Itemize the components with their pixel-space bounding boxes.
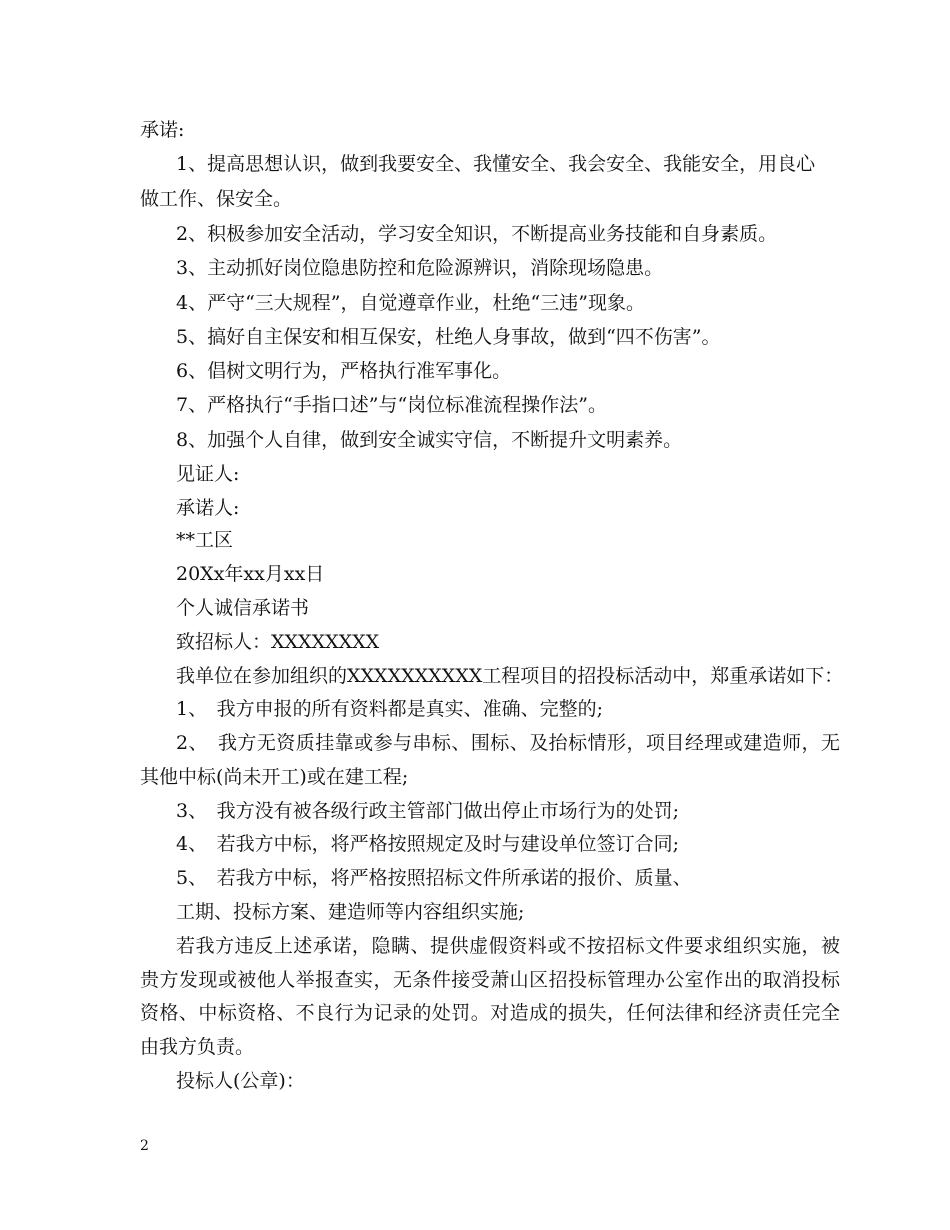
paragraph-line: 5、 若我方中标，将严格按照招标文件所承诺的报价、质量、 xyxy=(176,867,692,889)
paragraph-line: 承诺: xyxy=(140,119,185,141)
paragraph-line: 见证人: xyxy=(176,463,240,485)
paragraph-line: 2、 我方无资质挂靠或参与串标、围标、及抬标情形，项目经理或建造师，无 xyxy=(176,732,840,754)
paragraph-line: 致招标人：XXXXXXXX xyxy=(176,631,380,653)
paragraph-line: 工期、投标方案、建造师等内容组织实施; xyxy=(176,901,525,923)
paragraph-line: 个人诚信承诺书 xyxy=(176,597,310,619)
paragraph-line: 2、积极参加安全活动，学习安全知识，不断提高业务技能和自身素质。 xyxy=(176,223,778,245)
paragraph-line: 承诺人: xyxy=(176,497,240,519)
paragraph-line: 5、搞好自主保安和相互保安，杜绝人身事故，做到“四不伤害”。 xyxy=(176,326,721,348)
paragraph-line: 由我方负责。 xyxy=(140,1036,255,1058)
paragraph-line: 贵方发现或被他人举报查实，无条件接受萧山区招投标管理办公室作出的取消投标 xyxy=(140,969,840,991)
paragraph-line: 我单位在参加组织的XXXXXXXXXX工程项目的招投标活动中，郑重承诺如下： xyxy=(176,665,844,687)
paragraph-line: 若我方违反上述承诺，隐瞒、提供虚假资料或不按招标文件要求组织实施，被 xyxy=(176,935,840,957)
paragraph-line: 3、主动抓好岗位隐患防控和危险源辨识，消除现场隐患。 xyxy=(176,257,664,279)
paragraph-line: 3、 我方没有被各级行政主管部门做出停止市场行为的处罚; xyxy=(176,800,679,822)
paragraph-line: 4、严守“三大规程”，自觉遵章作业，杜绝“三违”现象。 xyxy=(176,292,645,314)
paragraph-line: 1、提高思想认识，做到我要安全、我懂安全、我会安全、我能安全，用良心 xyxy=(176,153,816,175)
paragraph-line: 8、加强个人自律，做到安全诚实守信，不断提升文明素养。 xyxy=(176,429,683,451)
paragraph-line: 4、 若我方中标，将严格按照规定及时与建设单位签订合同; xyxy=(176,833,679,855)
paragraph-line: **工区 xyxy=(176,529,234,551)
paragraph-line: 7、严格执行“手指口述”与“岗位标准流程操作法”。 xyxy=(176,394,607,416)
paragraph-line: 其他中标(尚未开工)或在建工程; xyxy=(140,766,409,788)
paragraph-line: 1、 我方申报的所有资料都是真实、准确、完整的; xyxy=(176,698,603,720)
paragraph-line: 做工作、保安全。 xyxy=(140,188,293,210)
paragraph-line: 资格、中标资格、不良行为记录的处罚。对造成的损失，任何法律和经济责任完全 xyxy=(140,1002,840,1024)
paragraph-line: 20Xx年xx月xx日 xyxy=(176,563,325,585)
paragraph-line: 投标人(公章)： xyxy=(176,1070,305,1092)
paragraph-line: 6、倡树文明行为，严格执行准军事化。 xyxy=(176,360,512,382)
page-number: 2 xyxy=(140,1138,149,1154)
